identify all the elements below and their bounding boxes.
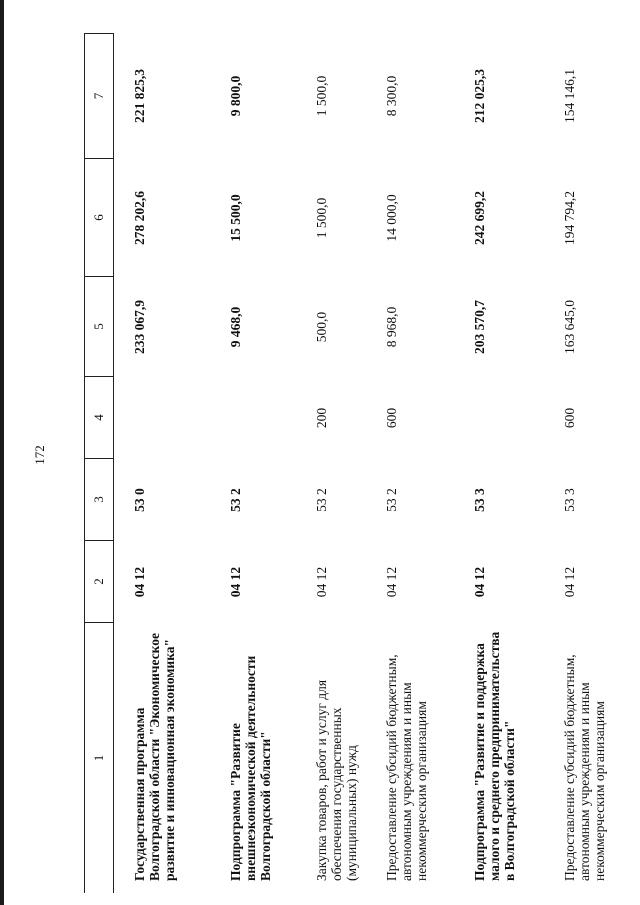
row-expense-type (464, 377, 554, 459)
row-amount-col7: 212 025,3 (472, 69, 487, 123)
row-name: Подпрограмма "Развитие внешнеэкономической деятельности Волгоградской области" (228, 655, 273, 881)
row-amount-col7: 8 300,0 (384, 75, 399, 117)
row-amount-col7: 9 800,0 (228, 75, 243, 117)
column-header-7: 7 (84, 33, 114, 159)
table-row (306, 13, 376, 893)
row-section-code: 04 12 (314, 566, 329, 598)
row-program-code: 53 3 (472, 488, 487, 512)
row-program-code: 53 2 (228, 488, 243, 512)
column-header-6: 6 (84, 159, 114, 277)
row-program-code: 53 0 (132, 488, 147, 512)
row-section-code: 04 12 (228, 566, 243, 598)
table-row (376, 13, 464, 893)
row-amount-col5: 233 067,9 (132, 300, 147, 354)
row-amount-col7: 1 500,0 (314, 75, 329, 117)
row-name: Закупка товаров, работ и услуг для обеспечения государственных (муниципальных) нужд (314, 679, 359, 881)
row-amount-col5: 500,0 (314, 311, 329, 343)
row-amount-col6: 14 000,0 (384, 194, 399, 242)
row-amount-col6: 1 500,0 (314, 197, 329, 239)
row-program-code: 53 2 (384, 488, 399, 512)
row-amount-col7: 154 146,1 (562, 69, 577, 123)
row-expense-type (220, 377, 306, 459)
row-program-code: 53 3 (562, 488, 577, 512)
row-name: Предоставление субсидий бюджетным, автономным учреждениям и иным некоммерческим организациям (384, 654, 429, 881)
row-amount-col6: 242 699,2 (472, 191, 487, 245)
table-row (220, 13, 306, 893)
row-amount-col5: 8 968,0 (384, 306, 399, 348)
row-amount-col6: 15 500,0 (228, 194, 243, 242)
row-section-code: 04 12 (472, 566, 487, 598)
row-section-code: 04 12 (384, 566, 399, 598)
row-name: Подпрограмма "Развитие и поддержка малого и среднего предпринимательства в Волгоградской области" (472, 631, 517, 881)
row-amount-col7: 221 825,3 (132, 69, 147, 123)
row-section-code: 04 12 (562, 566, 577, 598)
row-expense-type: 600 (384, 407, 399, 429)
page-number: 172 (32, 445, 47, 465)
row-name: Государственная программа Волгоградской области "Экономическое развитие и инновационная экономика" (132, 632, 177, 881)
column-header-3: 3 (84, 459, 114, 541)
row-amount-col6: 194 794,2 (562, 191, 577, 245)
row-section-code: 04 12 (132, 566, 147, 598)
column-header-1: 1 (84, 623, 114, 893)
row-name: Предоставление субсидий бюджетным, автономным учреждениям и иным некоммерческим организациям (562, 654, 607, 881)
row-amount-col5: 163 645,0 (562, 300, 577, 354)
table-header (84, 13, 114, 893)
row-amount-col5: 203 570,7 (472, 300, 487, 354)
table-row (554, 13, 640, 893)
table-row (464, 13, 554, 893)
column-header-4: 4 (84, 377, 114, 459)
row-expense-type (114, 377, 220, 459)
table-row (114, 13, 220, 893)
column-header-5: 5 (84, 277, 114, 377)
column-header-2: 2 (84, 541, 114, 623)
scan-edge (0, 0, 4, 905)
row-program-code: 53 2 (314, 488, 329, 512)
row-expense-type: 200 (314, 407, 329, 429)
budget-table (84, 13, 640, 893)
row-amount-col5: 9 468,0 (228, 306, 243, 348)
row-expense-type: 600 (562, 407, 577, 429)
row-amount-col6: 278 202,6 (132, 191, 147, 245)
